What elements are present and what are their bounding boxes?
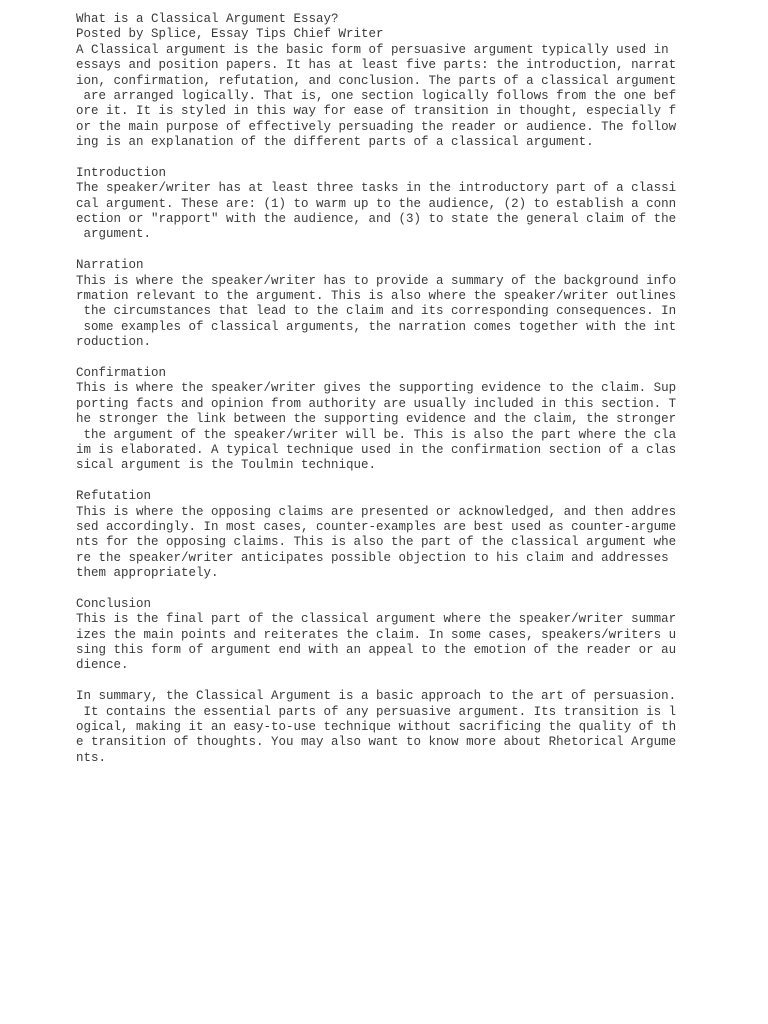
paragraph-line: essays and position papers. It has at least five parts: the introduction, narrat — [76, 58, 677, 73]
paragraph-line: ection or "rapport" with the audience, and (3) to state the general claim of the — [76, 212, 677, 227]
paragraph-line: some examples of classical arguments, the narration comes together with the int — [76, 319, 677, 334]
paragraph-line: dience. — [76, 658, 129, 673]
paragraph-line: the circumstances that lead to the claim and its corresponding consequences. In — [76, 304, 677, 319]
paragraph-line: them appropriately. — [76, 566, 219, 581]
paragraph-line: The speaker/writer has at least three tasks in the introductory part of a classi — [76, 181, 677, 196]
paragraph-line: sing this form of argument end with an appeal to the emotion of the reader or au — [76, 643, 677, 658]
intro-paragraph — [76, 43, 676, 151]
paragraph-line: ore it. It is styled in this way for ease of transition in thought, especially f — [76, 104, 677, 119]
paragraph-line: cal argument. These are: (1) to warm up to the audience, (2) to establish a conn — [76, 196, 677, 211]
section-heading: Conclusion — [76, 596, 152, 611]
section-confirmation — [76, 366, 676, 474]
paragraph-line: im is elaborated. A typical technique used in the confirmation section of a clas — [76, 442, 677, 457]
section-heading: Confirmation — [76, 365, 167, 380]
paragraph-line: roduction. — [76, 335, 152, 350]
byline: Posted by Splice, Essay Tips Chief Writer — [76, 27, 384, 42]
paragraph-gap — [76, 151, 676, 166]
paragraph-line: This is where the speaker/writer gives the supporting evidence to the claim. Sup — [76, 381, 677, 396]
summary-paragraph — [76, 689, 676, 766]
page-title: What is a Classical Argument Essay? — [76, 12, 339, 26]
paragraph-gap — [76, 674, 676, 689]
paragraph-line: ing is an explanation of the different parts of a classical argument. — [76, 135, 594, 150]
paragraph-line: This is where the speaker/writer has to provide a summary of the background info — [76, 273, 677, 288]
section-narration — [76, 258, 676, 350]
paragraph-gap — [76, 474, 676, 489]
paragraph-line: argument. — [76, 227, 152, 242]
paragraph-line: rmation relevant to the argument. This is also where the speaker/writer outlines — [76, 289, 677, 304]
paragraph-line: ion, confirmation, refutation, and conclusion. The parts of a classical argument — [76, 73, 677, 88]
paragraph-line: e transition of thoughts. You may also want to know more about Rhetorical Argume — [76, 735, 677, 750]
paragraph-line: or the main purpose of effectively persuading the reader or audience. The follow — [76, 119, 677, 134]
section-introduction — [76, 166, 676, 243]
paragraph-line: sed accordingly. In most cases, counter-examples are best used as counter-argume — [76, 519, 677, 534]
paragraph-line: In summary, the Classical Argument is a basic approach to the art of persuasion. — [76, 689, 677, 704]
section-heading: Refutation — [76, 489, 152, 504]
paragraph-line: It contains the essential parts of any persuasive argument. Its transition is l — [76, 704, 677, 719]
section-heading: Narration — [76, 258, 144, 273]
paragraph-line: ogical, making it an easy-to-use technique without sacrificing the quality of th — [76, 719, 677, 734]
paragraph-line: This is where the opposing claims are presented or acknowledged, and then addres — [76, 504, 677, 519]
paragraph-line: the argument of the speaker/writer will be. This is also the part where the cla — [76, 427, 677, 442]
paragraph-gap — [76, 243, 676, 258]
section-conclusion — [76, 597, 676, 674]
paragraph-line: are arranged logically. That is, one section logically follows from the one bef — [76, 88, 677, 103]
paragraph-gap — [76, 351, 676, 366]
paragraph-line: porting facts and opinion from authority are usually included in this section. T — [76, 396, 677, 411]
section-refutation — [76, 489, 676, 581]
paragraph-line: nts for the opposing claims. This is also the part of the classical argument whe — [76, 535, 677, 550]
section-heading: Introduction — [76, 165, 167, 180]
paragraph-gap — [76, 581, 676, 596]
paragraph-line: izes the main points and reiterates the claim. In some cases, speakers/writers u — [76, 627, 677, 642]
document-body — [76, 12, 676, 766]
paragraph-line: A Classical argument is the basic form of persuasive argument typically used in — [76, 42, 669, 57]
paragraph-line: sical argument is the Toulmin technique. — [76, 458, 377, 473]
paragraph-line: nts. — [76, 750, 107, 765]
paragraph-line: re the speaker/writer anticipates possible objection to his claim and addresses — [76, 550, 669, 565]
paragraph-line: This is the final part of the classical argument where the speaker/writer summar — [76, 612, 677, 627]
paragraph-line: he stronger the link between the supporting evidence and the claim, the stronger — [76, 412, 677, 427]
